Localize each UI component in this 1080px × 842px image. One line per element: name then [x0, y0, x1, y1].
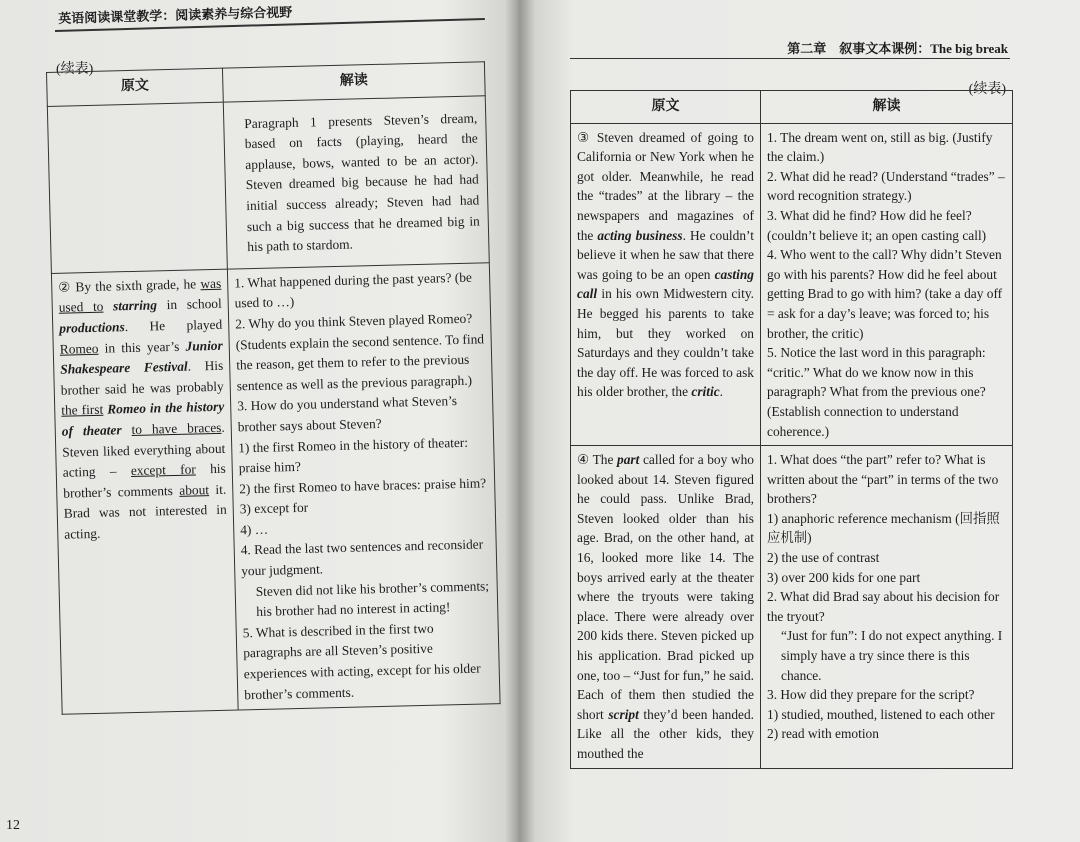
- list-item: 2. Why do you think Steven played Romeo? (Students explain the second sentence. To find the reason, get them to refer to the previous sentence as well as the previous paragraph.): [235, 310, 485, 394]
- table-row: [571, 446, 1013, 769]
- emphasized-word: acting business: [597, 227, 683, 243]
- text-run: his brother’s comments: [63, 460, 226, 501]
- right-table: [570, 90, 1013, 769]
- text-run: . He played: [124, 316, 223, 335]
- row1-original: [47, 102, 227, 273]
- underlined-phrase: to have braces: [131, 419, 222, 437]
- list-item: 1. What happened during the past years? (be used to …): [234, 269, 473, 311]
- list-item: Steven did not like his brother’s comments; his brother had no interest in acting!: [255, 577, 490, 620]
- underlined-phrase: Romeo: [59, 340, 99, 357]
- list-item: 2) the use of contrast: [767, 550, 880, 566]
- emphasized-word: casting call: [577, 266, 754, 302]
- list-item: 3. What did he find? How did he feel? (couldn’t believe it; an open casting call): [767, 207, 987, 243]
- emphasized-word: productions: [59, 319, 125, 336]
- list-item: 4. Read the last two sentences and reconsider your judgment.: [240, 536, 484, 579]
- list-item: 3. How did they prepare for the script?: [767, 687, 975, 703]
- text-run: called for a boy who looked about 14. Steven figured he could pass. Unlike Brad, Steven looked older than his age. Brad, on the other hand, at 16, looked more like 14. The boys arrived early at the theater where the tryouts were taking place. There were already over 200 kids there. Steven picked up his application. Brad picked up one, too – “Just for fun,” he said. Each of them then studied the short: [577, 452, 755, 722]
- text-run: . He couldn’t believe it when he saw that there was going to be an open: [577, 227, 754, 282]
- text-run: in this year’s: [98, 338, 186, 356]
- left-col-interpretation-header: 解读: [222, 62, 485, 102]
- list-item: 2) the first Romeo to have braces: praise him?: [239, 475, 487, 497]
- underlined-phrase: about: [179, 481, 210, 498]
- text-run: ② By the sixth grade, he: [58, 276, 201, 295]
- emphasized-word: script: [608, 706, 639, 722]
- text-run: ③ Steven dreamed of going to California or New York when he got older. Meanwhile, he read the “trades” at the library – the newspapers and magazines of the: [577, 129, 754, 243]
- list-item: 3. How do you understand what Steven’s brother says about Steven?: [237, 393, 458, 435]
- left-table: [46, 61, 501, 715]
- right-col-interpretation-header: 解读: [761, 91, 1013, 124]
- list-item: 1) the first Romeo in the history of theater: praise him?: [238, 434, 469, 476]
- left-continued-label: (续表): [56, 62, 94, 77]
- row4-original: [571, 446, 761, 769]
- text-run: they’d been handed. Like all the other kids, they mouthed the: [577, 706, 755, 761]
- list-item: 2. What did he read? (Understand “trades” – word recognition strategy.): [767, 168, 1005, 204]
- list-item: 1) studied, mouthed, listened to each other: [767, 706, 995, 722]
- table-row: [51, 262, 500, 714]
- right-table-header: [571, 91, 1013, 124]
- emphasized-word: critic: [691, 384, 720, 400]
- emphasized-word: Romeo in the history of theater: [61, 399, 225, 439]
- book-gutter-shadow: [505, 0, 535, 842]
- text-run: in school: [156, 296, 222, 313]
- emphasized-word: Junior Shakespeare Festival: [60, 337, 223, 377]
- list-item: 4. Who went to the call? Why didn’t Steven go with his parents? How did he feel about getting Brad to go with him? (take a day off = ask for a day’s leave; was forced to; his brother, the critic): [767, 247, 1003, 341]
- row2-interpretation: [227, 262, 500, 710]
- list-item: 5. What is described in the first two paragraphs are all Steven’s positive experiences with acting, except for his older brother’s comments.: [242, 620, 481, 702]
- text-run: ④ The: [577, 452, 618, 468]
- list-item: 1) anaphoric reference mechanism (回指照应机制): [767, 510, 1000, 546]
- list-item: 3) over 200 kids for one part: [767, 569, 921, 585]
- left-col-original-header: 原文: [47, 68, 224, 106]
- row3-interpretation: [761, 123, 1013, 446]
- right-page: [518, 0, 1080, 842]
- text-run: .: [719, 384, 723, 400]
- list-item: 2. What did Brad say about his decision for the tryout?: [767, 589, 1000, 624]
- list-item: 5. Notice the last word in this paragraph: “critic.” What do we know now in this paragraph? What from the previous one? (Establish connection to understand coherence.): [767, 345, 986, 439]
- list-item: 1. What does “the part” refer to? What is written about the “part” in terms of the two brothers?: [767, 452, 999, 507]
- page-number: 12: [6, 818, 20, 833]
- right-running-head: 第二章 叙事文本课例：The big break: [787, 41, 1008, 56]
- text-run: in his own Midwestern city. He begged his parents to take him, but they worked on Saturdays and they couldn’t take the day off. He was forced to ask his older brother, the: [577, 286, 754, 400]
- row3-original: [571, 123, 761, 446]
- right-col-original-header: 原文: [571, 91, 761, 124]
- table-row: [571, 123, 1013, 446]
- text-run: it. Brad was not interested in acting.: [63, 481, 227, 542]
- row2-original: [51, 269, 238, 715]
- left-page: [0, 0, 520, 842]
- right-head-rule: [570, 58, 1010, 59]
- row1-interpretation: Paragraph 1 presents Steven’s dream, based on facts (playing, heard the applause, bows, wanted to be an actor). Steven dreamed big because he had had initial success already; Steven had had such a big success that he dreamed big in his path to stardom.: [223, 95, 489, 269]
- text-run: . Steven liked everything about acting –: [62, 419, 226, 480]
- list-item: 1. The dream went on, still as big. (Justify the claim.): [767, 129, 993, 165]
- text-run: . His brother said he was probably: [60, 357, 224, 398]
- left-running-head: 英语阅读课堂教学：阅读素养与综合视野: [58, 4, 293, 26]
- row4-interpretation: [761, 446, 1013, 769]
- emphasized-word: part: [617, 452, 640, 468]
- list-item: “Just for fun”: I do not expect anything. I simply have a try since there is this chance.: [781, 628, 1003, 683]
- text-run: [121, 422, 131, 437]
- list-item: 3) except for: [239, 500, 309, 517]
- underlined-phrase: except for: [130, 461, 196, 479]
- right-continued-label: (续表): [968, 82, 1006, 97]
- list-item: 2) read with emotion: [767, 726, 879, 742]
- table-row: [47, 95, 489, 273]
- emphasized-word: starring: [112, 297, 158, 314]
- underlined-phrase: was used to: [58, 275, 222, 316]
- underlined-phrase: the first: [61, 402, 104, 419]
- list-item: 4) …: [240, 521, 269, 538]
